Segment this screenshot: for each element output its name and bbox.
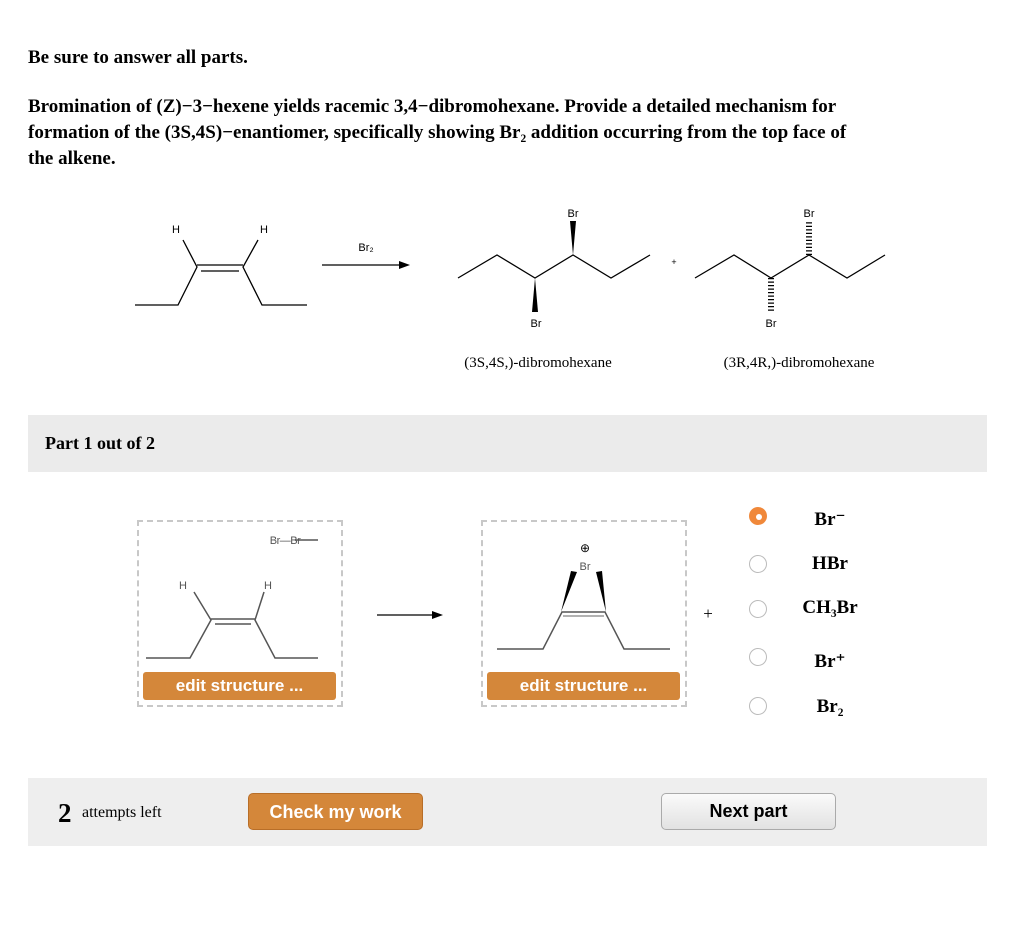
option-label: CH₃Br <box>802 597 858 618</box>
positive-charge: ⊕ <box>579 541 591 555</box>
part-title: Part 1 out of 2 <box>45 433 155 453</box>
option-label: Br⁺ <box>814 651 846 672</box>
option-label: Br⁻ <box>814 509 846 530</box>
question-line: Bromination of (Z)−3−hexene yields racemic 3,4−dibromohexane. Provide a detailed mechanism for <box>28 96 837 117</box>
product1-name: (3S,4S,)-dibromohexane <box>464 355 612 371</box>
attempts-label: attempts left <box>82 804 162 821</box>
plus-sign: + <box>671 257 677 267</box>
reagent-label: Br₂ <box>358 242 374 254</box>
wedge-bond <box>596 571 606 612</box>
mechanism-arrow <box>377 611 443 619</box>
next-part-button[interactable]: Next part <box>661 793 836 830</box>
h-label: H <box>172 224 180 236</box>
product-3r4r <box>695 221 885 312</box>
part-header <box>28 415 987 472</box>
edit-structure-button-2[interactable]: edit structure ... <box>487 672 680 700</box>
br-label: Br <box>567 208 579 220</box>
option-label: Br₂ <box>816 696 844 717</box>
plus-sign: + <box>703 604 713 623</box>
wedge-bond <box>561 571 577 612</box>
h-label: H <box>179 580 187 592</box>
reaction-scheme <box>0 0 1024 420</box>
radio-br-minus[interactable] <box>749 507 767 525</box>
instruction: Be sure to answer all parts. <box>28 47 248 68</box>
product2-name: (3R,4R,)-dibromohexane <box>723 355 875 371</box>
question-line: formation of the (3S,4S)−enantiomer, specifically showing Br₂ addition occurring from the top face of <box>28 122 847 143</box>
reaction-arrow <box>322 261 410 269</box>
br-br-label: Br—Br <box>269 535 301 547</box>
radio-hbr[interactable] <box>749 555 767 573</box>
edit-structure-button-1[interactable]: edit structure ... <box>143 672 336 700</box>
radio-ch3br[interactable] <box>749 600 767 618</box>
footer-bar <box>28 778 987 846</box>
br-label: Br <box>765 318 777 330</box>
z-3-hexene <box>135 240 307 305</box>
attempts-count: 2 <box>58 798 72 828</box>
question-line: the alkene. <box>28 148 116 169</box>
radio-br-plus[interactable] <box>749 648 767 666</box>
br-label: Br <box>803 208 815 220</box>
bromonium-label: Br <box>579 561 591 573</box>
check-my-work-button[interactable]: Check my work <box>248 793 423 830</box>
product-3s4s <box>458 221 650 312</box>
h-label: H <box>260 224 268 236</box>
option-label: HBr <box>812 553 848 574</box>
h-label: H <box>264 580 272 592</box>
radio-br2[interactable] <box>749 697 767 715</box>
br-label: Br <box>530 318 542 330</box>
